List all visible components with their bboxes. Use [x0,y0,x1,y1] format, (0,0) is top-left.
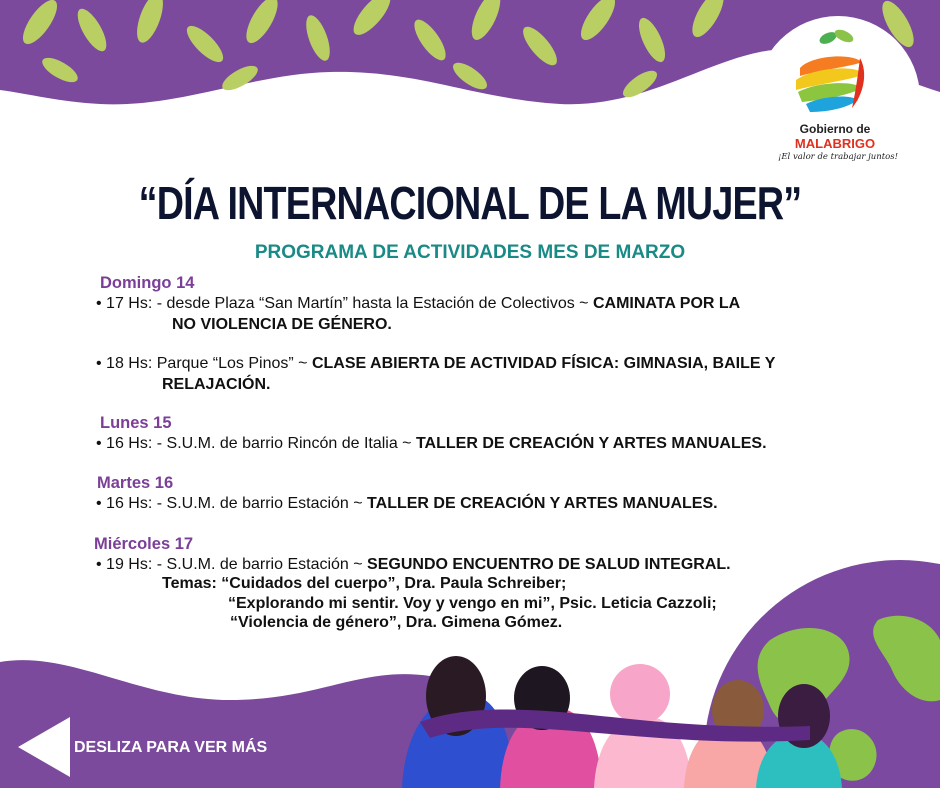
topics-label: Temas: [162,575,217,592]
day-heading: Lunes 15 [100,414,172,432]
event-place: - S.U.M. de barrio Rincón de Italia ~ [152,435,416,452]
day-heading: Miércoles 17 [94,535,194,553]
event-activity: TALLER DE CREACIÓN Y ARTES MANUALES. [415,435,767,452]
event-time: • 16 Hs: [96,495,153,512]
event-activity: CAMINATA POR LA [592,295,741,312]
page-subtitle: PROGRAMA DE ACTIVIDADES MES DE MARZO [254,242,686,263]
swipe-cta[interactable]: DESLIZA PARA VER MÁS [74,739,268,756]
event-activity-cont: NO VIOLENCIA DE GÉNERO. [172,316,392,333]
event-place: - S.U.M. de barrio Estación ~ [152,495,368,512]
topic-item: “Explorando mi sentir. Voy y vengo en mi”, Psic. Leticia Cazzoli; [228,595,717,612]
event-place: Parque “Los Pinos” ~ [152,355,312,372]
page-title: “DÍA INTERNACIONAL DE LA MUJER” [138,177,802,229]
logo-tagline: ¡El valor de trabajar juntos! [777,152,899,162]
event-time: • 16 Hs: [96,435,153,452]
logo-name-line2: MALABRIGO [794,136,876,151]
event-place: - desde Plaza “San Martín” hasta la Estación de Colectivos ~ [152,295,593,312]
day-heading: Domingo 14 [100,274,195,292]
logo-name-line1: Gobierno de [799,122,871,136]
event-time: • 17 Hs: [96,295,153,312]
topic-item: “Violencia de género”, Dra. Gimena Gómez. [230,614,563,631]
event-activity: SEGUNDO ENCUENTRO DE SALUD INTEGRAL. [367,556,731,573]
event-activity-cont: RELAJACIÓN. [162,376,271,393]
event-place: - S.U.M. de barrio Estación ~ [152,556,368,573]
event-time: • 18 Hs: [96,355,153,372]
day-heading: Martes 16 [97,474,174,492]
event-activity: TALLER DE CREACIÓN Y ARTES MANUALES. [367,495,718,512]
topic-item: “Cuidados del cuerpo”, Dra. Paula Schreiber; [221,575,567,592]
event-time: • 19 Hs: [96,556,153,573]
event-activity: CLASE ABIERTA DE ACTIVIDAD FÍSICA: GIMNASIA, BAILE Y [311,355,776,372]
